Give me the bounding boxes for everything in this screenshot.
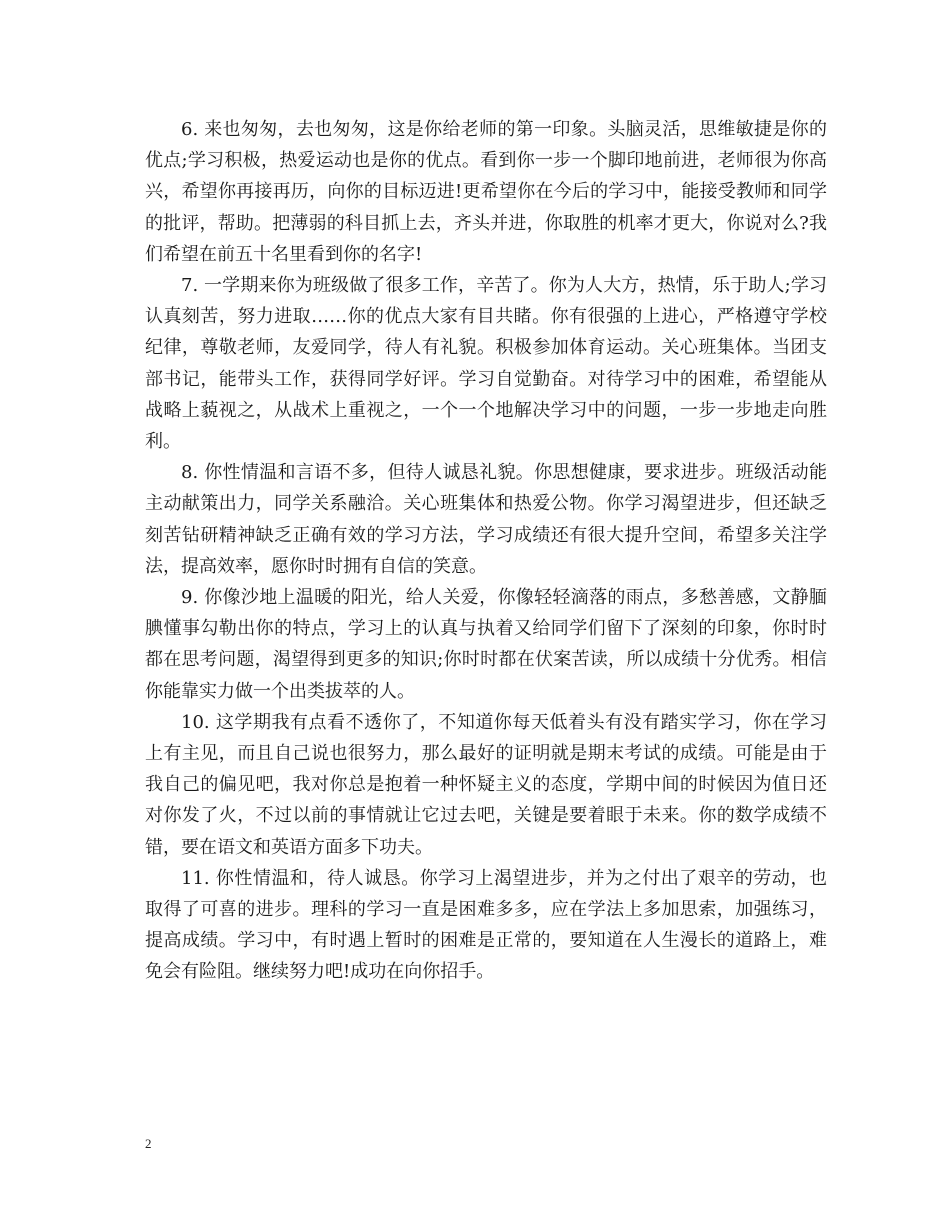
paragraph-6: 6. 来也匆匆，去也匆匆，这是你给老师的第一印象。头脑灵活，思维敏捷是你的优点;学习积极，热爱运动也是你的优点。看到你一步一个脚印地前进，老师很为你高兴，希望你再接再历，向你的目标迈进!更希望你在今后的学习中，能接受教师和同学的批评，帮助。把薄弱的科目抓上去，齐头并进，你取胜的机率才更大，你说对么?我们希望在前五十名里看到你的名字! [145,119,827,265]
paragraph-10: 10. 这学期我有点看不透你了，不知道你每天低着头有没有踏实学习，你在学习上有主见，而且自己说也很努力，那么最好的证明就是期末考试的成绩。可能是由于我自己的偏见吧，我对你总是抱着一种怀疑主义的态度，学期中间的时候因为值日还对你发了火，不过以前的事情就让它过去吧，关键是要着眼于未来。你的数学成绩不错，要在语文和英语方面多下功夫。 [145,711,827,858]
paragraph-7: 7. 一学期来你为班级做了很多工作，辛苦了。你为人大方，热情，乐于助人;学习认真刻苦，努力进取……你的优点大家有目共睹。你有很强的上进心，严格遵守学校纪律，尊敬老师，友爱同学，待人有礼貌。积极参加体育运动。关心班集体。当团支部书记，能带头工作，获得同学好评。学习自觉勤奋。对待学习中的困难，希望能从战略上藐视之，从战术上重视之，一个一个地解决学习中的问题，一步一步地走向胜利。 [145,275,827,453]
paragraph-8: 8. 你性情温和言语不多，但待人诚恳礼貌。你思想健康，要求进步。班级活动能主动献策出力，同学关系融洽。关心班集体和热爱公物。你学习渴望进步，但还缺乏刻苦钻研精神缺乏正确有效的学习方法，学习成绩还有很大提升空间，希望多关注学法，提高效率，愿你时时拥有自信的笑意。 [145,462,827,577]
page-number: 2 [145,1136,152,1151]
paragraph-11: 11. 你性情温和，待人诚恳。你学习上渴望进步，并为之付出了艰辛的劳动，也取得了可喜的进步。理科的学习一直是困难多多，应在学法上多加思索，加强练习，提高成绩。学习中，有时遇上暂时的困难是正常的，要知道在人生漫长的道路上，难免会有险阻。继续努力吧!成功在向你招手。 [145,867,827,983]
paragraph-9: 9. 你像沙地上温暖的阳光，给人关爱，你像轻轻滴落的雨点，多愁善感，文静腼腆懂事勾勒出你的特点，学习上的认真与执着又给同学们留下了深刻的印象，你时时都在思考问题，渴望得到更多的知识;你时时都在伏案苦读，所以成绩十分优秀。相信你能靠实力做一个出类拔萃的人。 [145,587,827,702]
document-body [145,114,827,988]
